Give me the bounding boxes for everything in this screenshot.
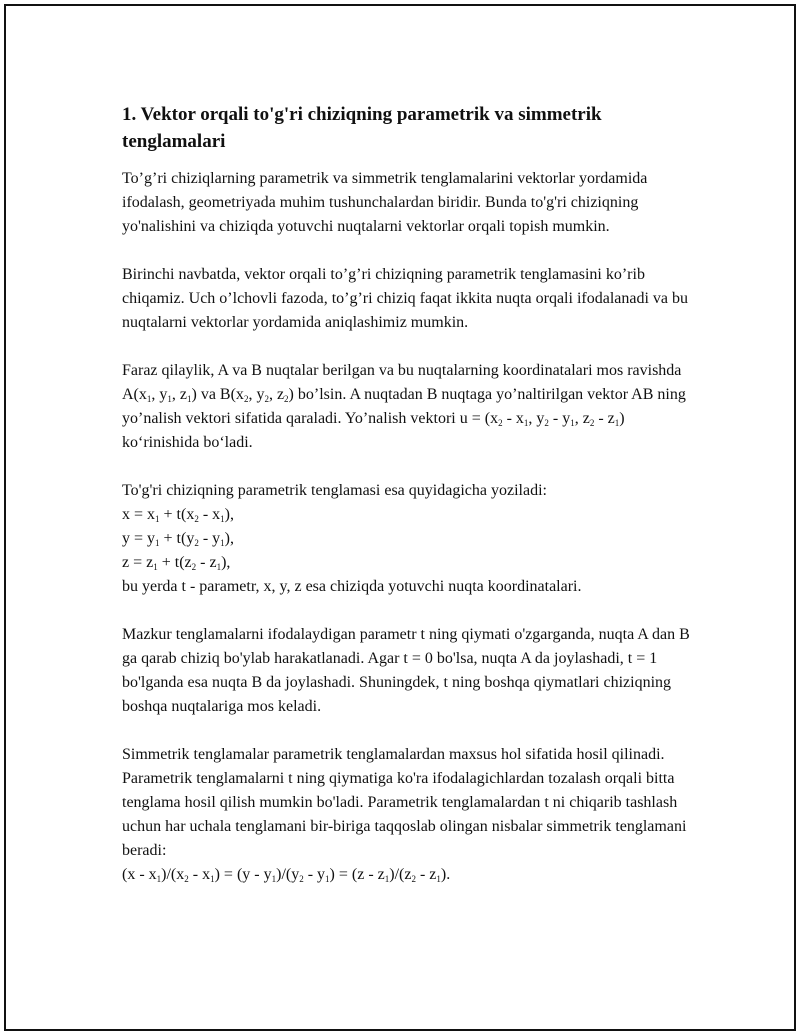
parametric-explanation: bu yerda t - parametr, x, y, z esa chiziqda yotuvchi nuqta koordinatalari. — [122, 578, 582, 595]
symmetric-text: Simmetrik tenglamalar parametrik tenglamalardan maxsus hol sifatida hosil qilinadi. Parametrik tenglamalarni t ning qiymatiga ko'ra ifodalagichlardan tozalash orqali bitta tenglama hosil qilish mumkin bo'ladi. Parametrik tenglamalardan t ni chiqarib tashlash uchun har uchala tenglamani bir-biriga taqqoslab olingan nisbalar simmetrik tenglamani beradi: — [122, 746, 687, 859]
equation-x: $x = x_1 + t(x_2 - x_1)$, — [122, 506, 234, 524]
paragraph-parameter-t: Mazkur tenglamalarni ifodalaydigan parametr t ning qiymati o'zgarganda, nuqta A dan B ga qarab chiziq bo'ylab harakatlanadi. Agar t = 0 bo'lsa, nuqta A da joylashadi, t = 1 bo'lganda esa nuqta B da joylashadi. Shuningdek, t ning boshqa qiymatlari chiziqning boshqa nuqtalariga mos keladi. — [122, 626, 690, 715]
paragraph-intro: To’g’ri chiziqlarning parametrik va simmetrik tenglamalarini vektorlar yordamida ifodalash, geometriyada muhim tushunchalardan biridir. Bunda to'g'ri chiziqning yo'nalishini va chiziqda yotuvchi nuqtalarni vektorlar orqali topish mumkin. — [122, 170, 648, 235]
paragraph-points-vector: Faraz qilaylik, A va B nuqtalar berilgan va bu nuqtalarning koordinatalari mos ravishda $A(x_1$, $y_1$, $z_1$) va $B(x_2$, $y_2$, $z_2$) bo’lsin. A nuqtadan B nuqtaga yo’naltirilgan vektor AB ning yo’nalish vektori sifatida qaraladi. Yo’nalish vektori $u = (x_2 - x_1$, $y_2 - y_1$, $z_2 - z_1$) ko‘rinishida bo‘ladi. — [122, 362, 686, 451]
paragraph-symmetric-equations — [122, 743, 697, 887]
section-title: 1. Vektor orqali to'g'ri chiziqning parametrik va simmetrik tenglamalari — [122, 104, 602, 152]
symmetric-equation: $(x - x_1)/(x_2 - x_1) = (y - y_1)/(y_2 - y_1) = (z - z_1)/(z_2 - z_1)$. — [122, 866, 451, 884]
paragraph-first-step: Birinchi navbatda, vektor orqali to’g’ri chiziqning parametrik tenglamasini ko’rib chiqamiz. Uch o’lchovli fazoda, to’g’ri chiziq faqat ikkita nuqta orqali ifodalanadi va bu nuqtalarni vektorlar yordamida aniqlashimiz mumkin. — [122, 266, 689, 331]
equation-y: $y = y_1 + t(y_2 - y_1)$, — [122, 530, 234, 548]
document-body — [122, 101, 697, 911]
parametric-intro: To'g'ri chiziqning parametrik tenglamasi esa quyidagicha yoziladi: — [122, 482, 547, 499]
equation-z: $z = z_1 + t(z_2 - z_1)$, — [122, 554, 231, 572]
page-frame — [4, 4, 796, 1031]
paragraph-parametric-equations — [122, 479, 697, 599]
